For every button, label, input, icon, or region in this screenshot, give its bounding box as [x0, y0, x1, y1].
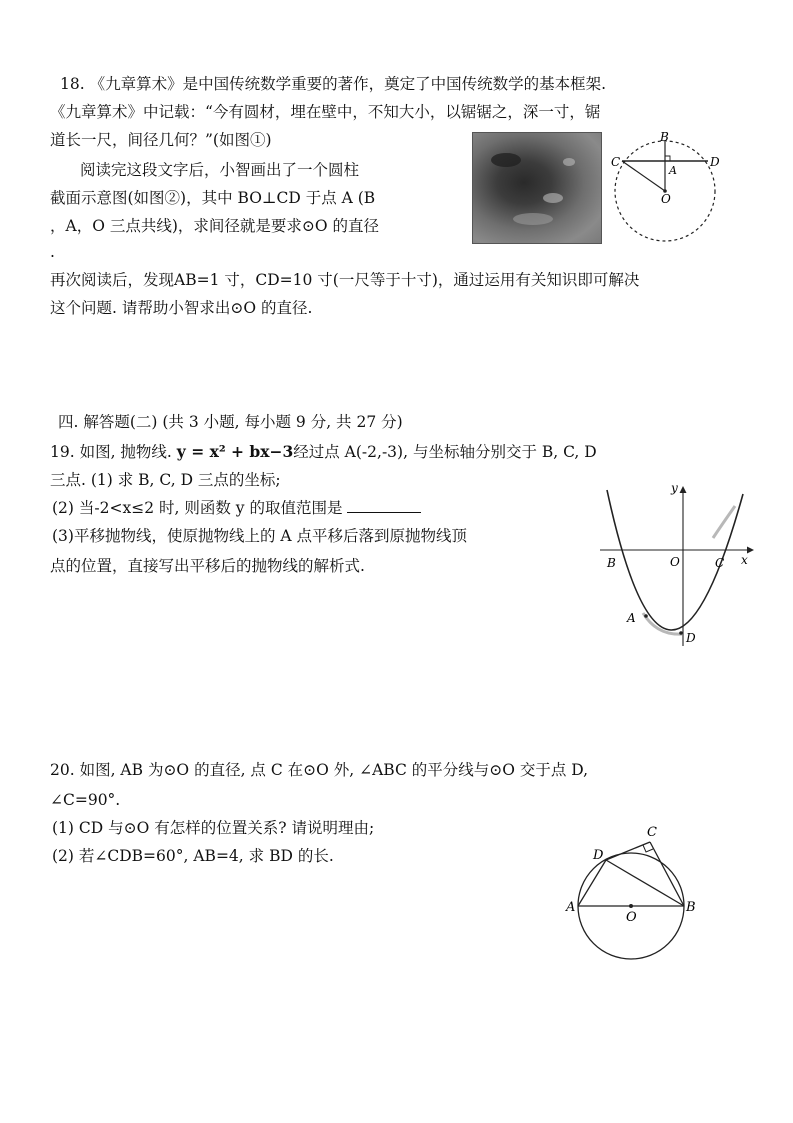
- label-x: x: [741, 553, 748, 567]
- q18-line-8: 再次阅读后，发现AB=1 寸，CD=10 寸(一尺等于十寸)，通过运用有关知识即可解决: [50, 271, 640, 289]
- label-d: D: [686, 631, 696, 645]
- q20-line-3: (1) CD 与⊙O 有怎样的位置关系? 请说明理由;: [52, 819, 375, 837]
- label-y: y: [671, 481, 678, 495]
- q19-intro: 19. 如图, 抛物线.: [50, 443, 177, 461]
- label-o: O: [670, 555, 680, 569]
- q18-line-7: .: [50, 243, 55, 261]
- section-4-heading: 四. 解答题(二) (共 3 小题, 每小题 9 分, 共 27 分): [58, 413, 403, 431]
- q18-line-5: 截面示意图(如图②)，其中 BO⊥CD 于点 A (B: [50, 189, 376, 207]
- x-axis-arrow: [747, 547, 754, 554]
- q20-line-1: 20. 如图, AB 为⊙O 的直径, 点 C 在⊙O 外, ∠ABC 的平分线与⊙O 交于点 D,: [50, 761, 589, 779]
- segment-dc: [606, 842, 650, 860]
- center-point: [629, 904, 633, 908]
- q19-line-1: [50, 442, 597, 462]
- q18-line-4: 阅读完这段文字后，小智画出了一个圆柱: [80, 161, 360, 179]
- segment-co: [622, 161, 665, 191]
- label-a: A: [669, 164, 677, 177]
- label-b: B: [607, 556, 616, 570]
- point-a: [644, 614, 648, 618]
- q18-line-1: 18. 《九章算术》是中国传统数学重要的著作，奠定了中国传统数学的基本框架.: [60, 75, 607, 93]
- y-axis-arrow: [680, 486, 687, 493]
- point-d: [679, 631, 683, 635]
- parabola-equation: y = x² + bx−3: [176, 442, 294, 461]
- q20-line-2: ∠C=90°.: [50, 791, 121, 809]
- label-c: C: [611, 155, 621, 169]
- label-a: A: [627, 611, 636, 625]
- q18-circle-diagram: [605, 128, 730, 246]
- q19-part2-text: (2) 当-2<x≤2 时, 则函数 y 的取值范围是: [52, 499, 343, 517]
- label-b: B: [660, 130, 669, 144]
- label-o: O: [626, 910, 637, 925]
- curve-highlight: [643, 613, 683, 634]
- label-b: B: [686, 900, 696, 915]
- q18-line-9: 这个问题. 请帮助小智求出⊙O 的直径.: [50, 299, 313, 317]
- q18-line-3: 道长一尺，间径几何？”(如图①): [50, 131, 272, 149]
- q19-intro-rest: 经过点 A(-2,-3), 与坐标轴分别交于 B, C, D: [293, 443, 597, 461]
- q19-line-2: 三点. (1) 求 B, C, D 三点的坐标;: [50, 471, 281, 489]
- q19-line-3: [52, 498, 421, 518]
- parabola-graph: [595, 478, 760, 650]
- label-c: C: [715, 556, 725, 570]
- q19-line-5: 点的位置，直接写出平移后的抛物线的解析式.: [50, 557, 365, 575]
- q18-line-2: 《九章算术》中记载：“今有圆材，埋在壁中，不知大小，以锯锯之，深一寸，锯: [50, 103, 601, 121]
- label-d: D: [710, 155, 720, 169]
- q19-line-4: (3)平移抛物线，使原抛物线上的 A 点平移后落到原抛物线顶: [52, 527, 468, 545]
- q20-circle-diagram: [565, 820, 710, 985]
- label-a: A: [566, 900, 576, 915]
- right-angle-mark: [665, 156, 670, 161]
- answer-blank[interactable]: [347, 498, 421, 513]
- label-c: C: [647, 825, 657, 840]
- q18-line-6: ，A，O 三点共线)，求间径就是要求⊙O 的直径: [50, 217, 379, 235]
- label-d: D: [593, 848, 604, 863]
- cylinder-in-wall-photo: [472, 132, 602, 244]
- label-o: O: [661, 192, 671, 206]
- segment-ad: [578, 860, 606, 906]
- q20-line-4: (2) 若∠CDB=60°, AB=4, 求 BD 的长.: [52, 847, 334, 865]
